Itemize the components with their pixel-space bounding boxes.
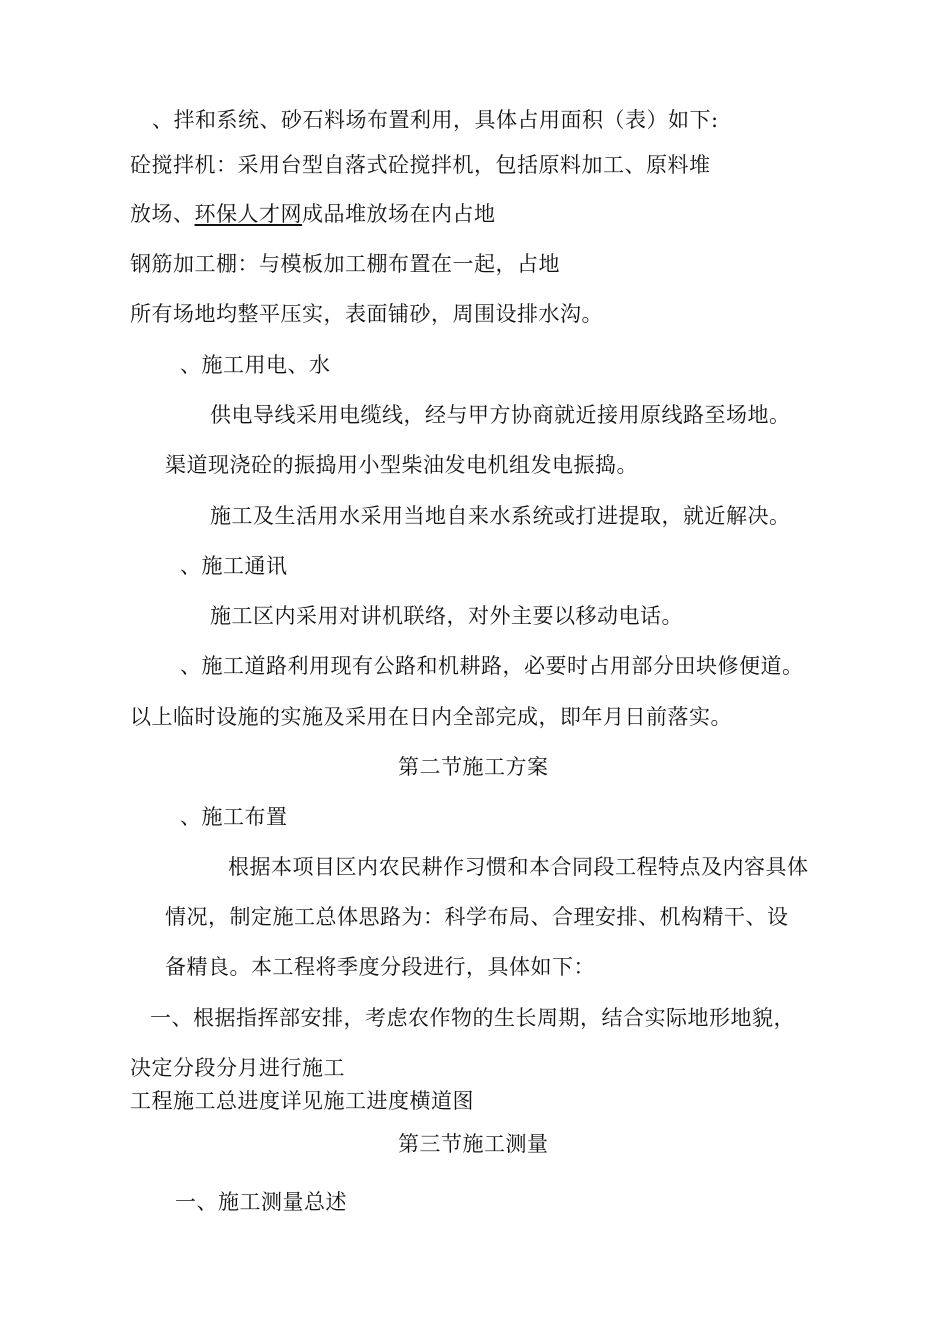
paragraph-concrete-mixer: 砼搅拌机：采用台型自落式砼搅拌机，包括原料加工、原料堆: [130, 153, 711, 177]
heading-power-water: 、施工用电、水: [180, 353, 331, 377]
paragraph-completion: 以上临时设施的实施及采用在日内全部完成，即年月日前落实。: [130, 705, 732, 729]
paragraph-rebar-shed: 钢筋加工棚：与模板加工棚布置在一起，占地: [130, 252, 560, 276]
paragraph-site-leveling: 所有场地均整平压实，表面铺砂，周围设排水沟。: [130, 302, 603, 326]
paragraph-construction-roads: 、施工道路利用现有公路和机耕路，必要时占用部分田块修便道。: [180, 654, 804, 678]
section-title-construction-plan: 第二节施工方案: [398, 755, 549, 779]
paragraph-schedule-1: 一、根据指挥部安排，考虑农作物的生长周期，结合实际地形地貌，: [150, 1006, 795, 1030]
paragraph-walkie-talkie: 施工区内采用对讲机联络，对外主要以移动电话。: [210, 604, 683, 628]
storage-text-start: 放场、: [130, 202, 195, 226]
paragraph-layout-1: 根据本项目区内农民耕作习惯和本合同段工程特点及内容具体: [228, 855, 809, 879]
heading-construction-layout: 、施工布置: [180, 805, 288, 829]
environmental-talent-link[interactable]: 环保人才网: [194, 202, 302, 226]
paragraph-layout-3: 备精良。本工程将季度分段进行，具体如下：: [165, 955, 595, 979]
section-title-survey: 第三节施工测量: [398, 1132, 549, 1156]
storage-text-end: 成品堆放场在内占地: [302, 202, 496, 226]
paragraph-layout-2: 情况，制定施工总体思路为：科学布局、合理安排、机构精干、设: [165, 905, 789, 929]
heading-communication: 、施工通讯: [180, 554, 288, 578]
paragraph-storage-yard: [130, 200, 496, 228]
heading-survey-overview: 一、施工测量总述: [175, 1190, 347, 1214]
paragraph-schedule-2: 决定分段分月进行施工: [130, 1056, 345, 1080]
paragraph-power-supply: 供电导线采用电缆线，经与甲方协商就近接用原线路至场地。: [210, 403, 791, 427]
paragraph-gantt-reference: 工程施工总进度详见施工进度横道图: [130, 1089, 474, 1113]
paragraph-water-supply: 施工及生活用水采用当地自来水系统或打进提取，就近解决。: [210, 504, 791, 528]
paragraph-mixing-system: 、拌和系统、砂石料场布置利用，具体占用面积（表）如下:: [152, 108, 719, 132]
paragraph-generator: 渠道现浇砼的振捣用小型柴油发电机组发电振捣。: [165, 453, 638, 477]
